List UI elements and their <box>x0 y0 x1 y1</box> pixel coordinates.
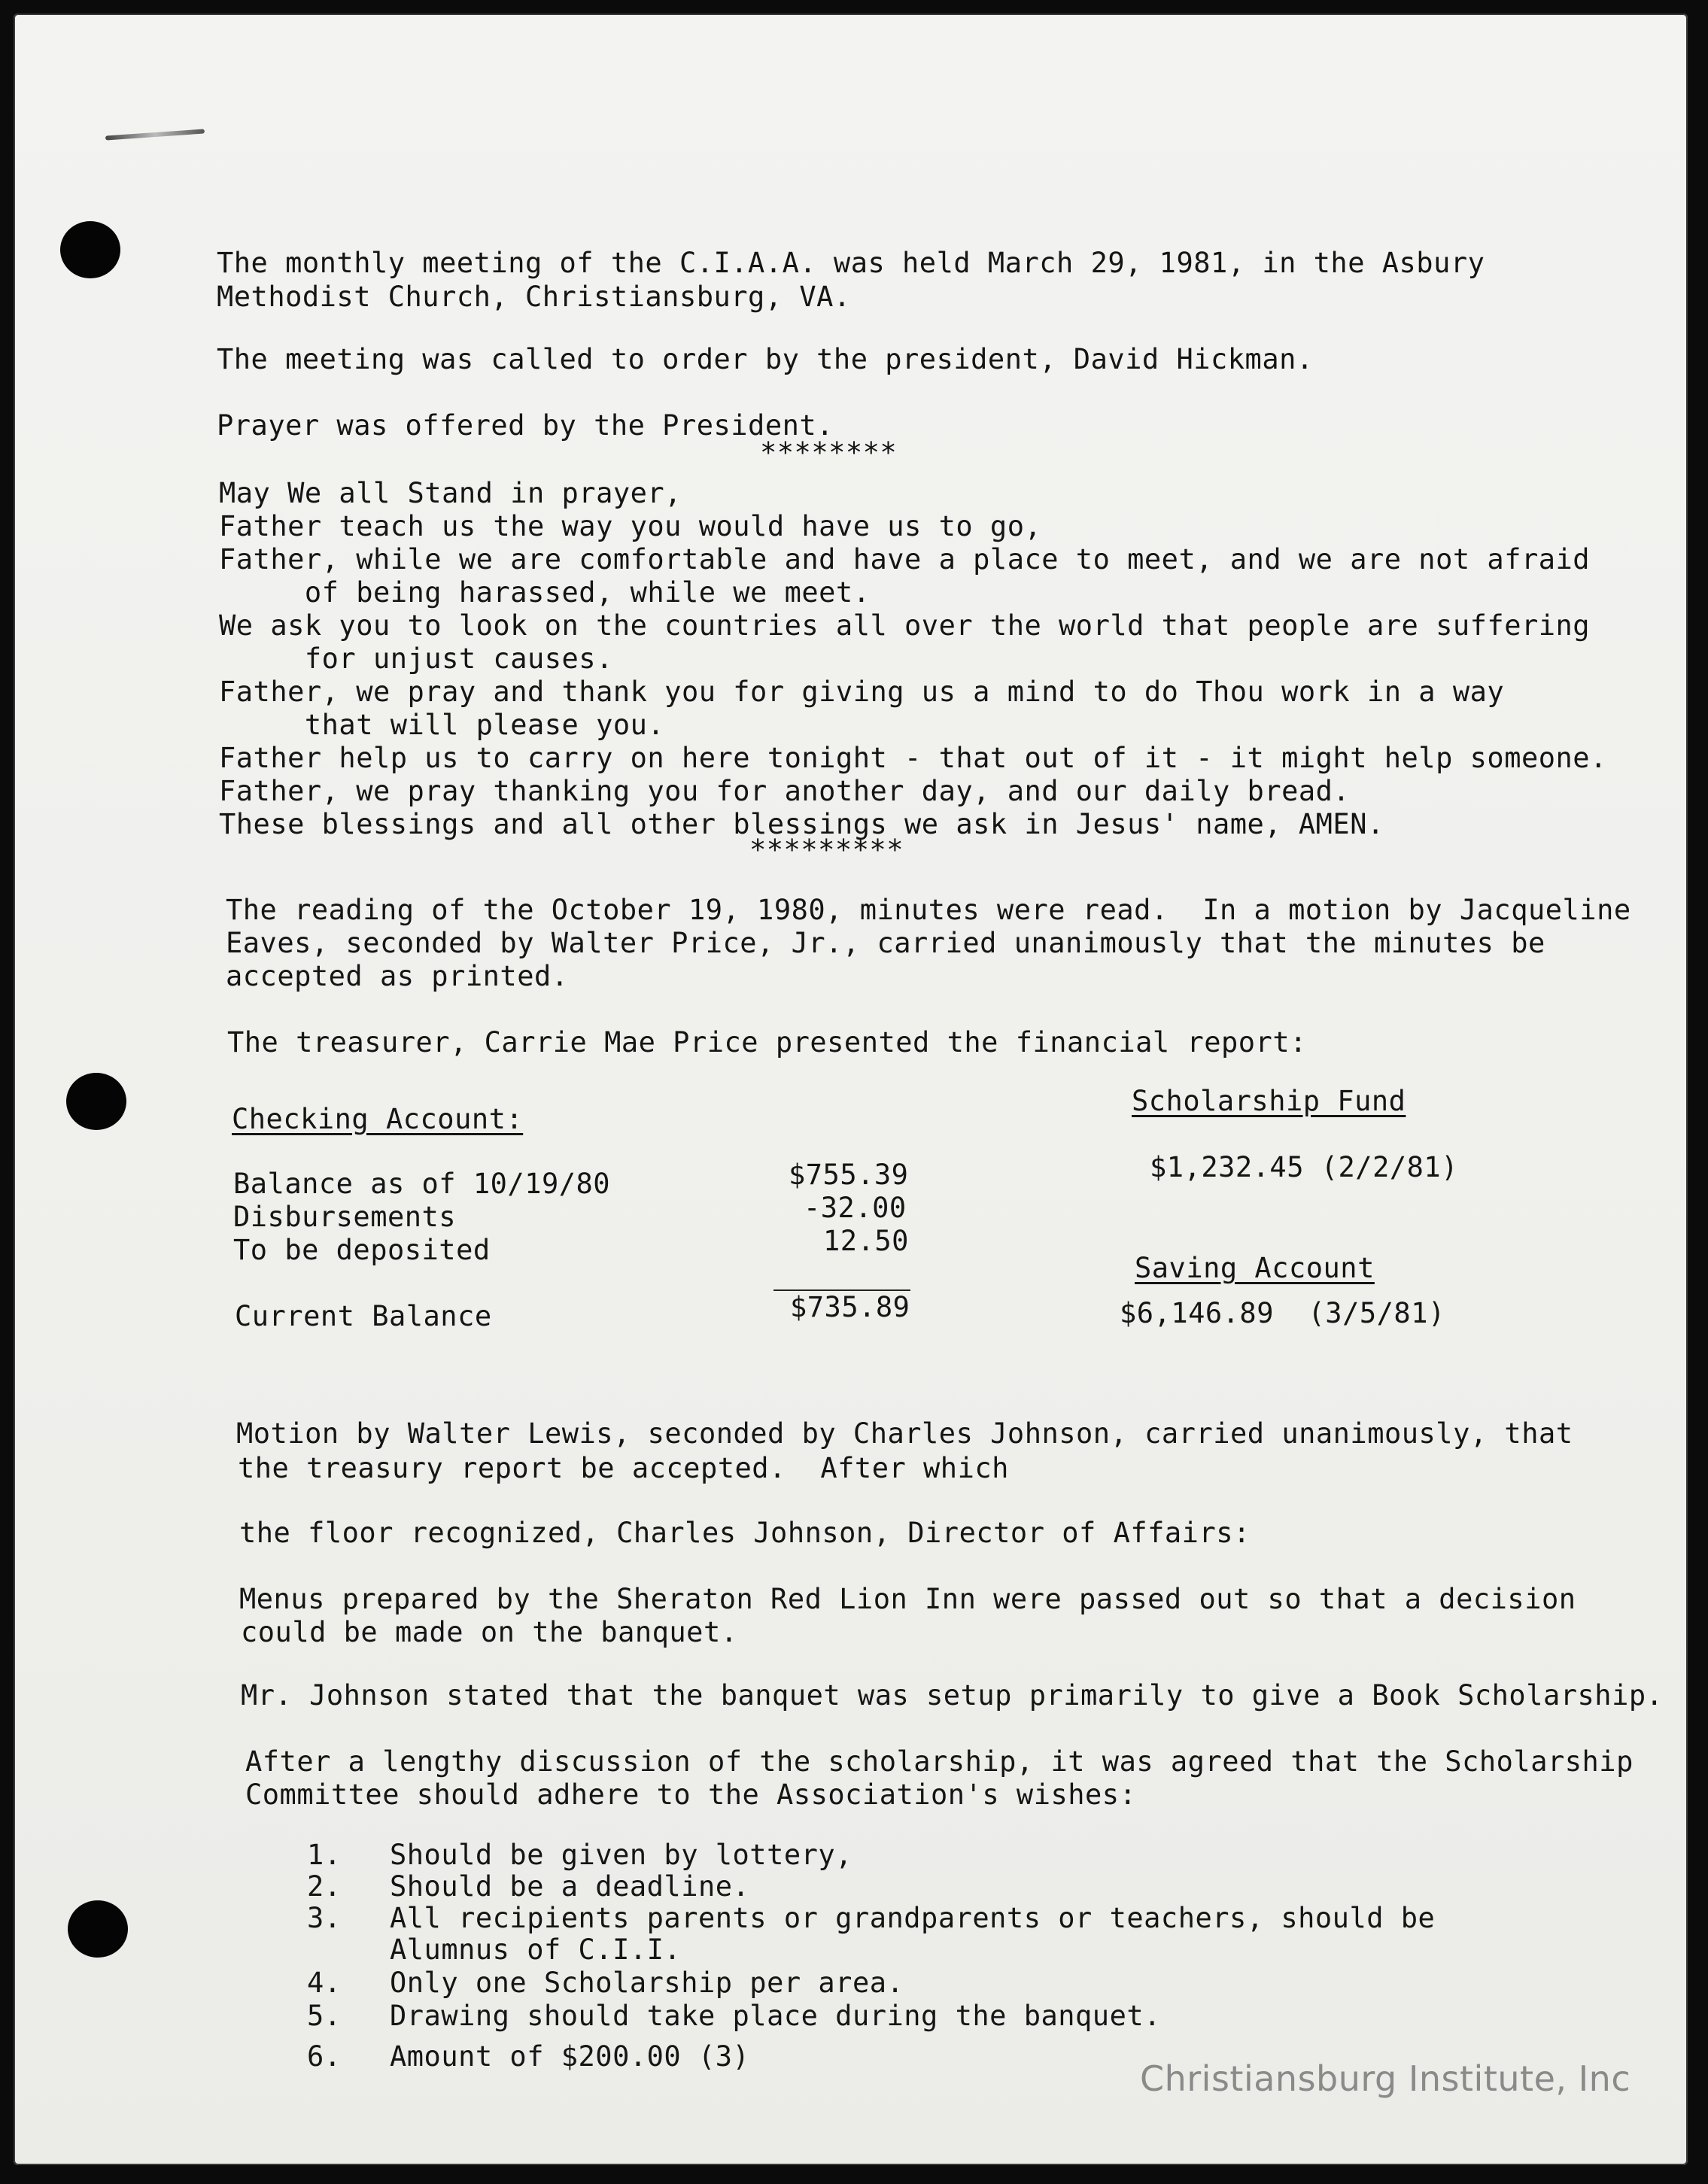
prayer-line: Father help us to carry on here tonight - that out of it - it might help someone. <box>219 742 1607 774</box>
wish-number: 3. <box>307 1902 342 1934</box>
prayer-line: that will please you. <box>219 709 665 741</box>
wish-text: Alumnus of C.I.I. <box>390 1933 682 1966</box>
prayer-line: Father teach us the way you would have us to go, <box>219 510 1042 542</box>
prayer-offered: Prayer was offered by the President. <box>217 409 834 442</box>
minutes-line: accepted as printed. <box>226 960 569 992</box>
prayer-line: These blessings and all other blessings we ask in Jesus' name, AMEN. <box>219 808 1384 840</box>
prayer-line: Father, while we are comfortable and have a place to meet, and we are not afraid <box>219 543 1591 576</box>
prayer-line: Father, we pray thanking you for another day, and our daily bread. <box>219 775 1351 807</box>
motion-line: Motion by Walter Lewis, seconded by Charles Johnson, carried unanimously, that <box>236 1417 1573 1450</box>
called-to-order: The meeting was called to order by the president, David Hickman. <box>217 343 1314 375</box>
current-balance-label: Current Balance <box>235 1300 492 1332</box>
saving-account-heading: Saving Account <box>1135 1252 1375 1284</box>
punch-hole-top <box>60 221 120 278</box>
treasurer-line: The treasurer, Carrie Mae Price presented the financial report: <box>227 1026 1307 1059</box>
wish-text: Only one Scholarship per area. <box>390 1967 904 1999</box>
wish-number: 4. <box>307 1967 342 1999</box>
prayer-line: We ask you to look on the countries all over the world that people are suffering <box>219 609 1591 642</box>
prayer-line: for unjust causes. <box>219 642 613 675</box>
lengthy-line: Committee should adhere to the Association's wishes: <box>245 1778 1137 1811</box>
minutes-line: The reading of the October 19, 1980, minutes were read. In a motion by Jacqueline <box>226 894 1631 926</box>
scholarship-fund-value: $1,232.45 (2/2/81) <box>1150 1151 1458 1183</box>
deposit-value: 12.50 <box>823 1225 909 1257</box>
johnson-line: Mr. Johnson stated that the banquet was setup primarily to give a Book Scholarship. <box>241 1679 1664 1712</box>
intro-line-1: The monthly meeting of the C.I.A.A. was held March 29, 1981, in the Asbury <box>217 247 1485 279</box>
wish-text: Should be a deadline. <box>390 1870 750 1903</box>
current-balance-value: $735.89 <box>790 1291 910 1323</box>
stars-top: ******** <box>760 436 898 469</box>
wish-text: Should be given by lottery, <box>390 1839 852 1871</box>
intro-line-2: Methodist Church, Christiansburg, VA. <box>217 281 851 313</box>
balance-value: $755.39 <box>789 1159 909 1191</box>
disbursements-label: Disbursements <box>233 1201 457 1233</box>
prayer-line: May We all Stand in prayer, <box>219 477 682 509</box>
watermark: Christiansburg Institute, Inc <box>1140 2058 1631 2099</box>
checking-heading: Checking Account: <box>232 1103 524 1135</box>
punch-hole-middle <box>66 1073 126 1130</box>
saving-account-value: $6,146.89 (3/5/81) <box>1120 1297 1445 1329</box>
scholarship-fund-heading: Scholarship Fund <box>1132 1085 1406 1117</box>
stars-bottom: ********* <box>749 834 904 866</box>
deposit-label: To be deposited <box>233 1234 491 1266</box>
punch-hole-bottom <box>68 1900 128 1958</box>
wish-text: Amount of $200.00 (3) <box>390 2040 750 2073</box>
wish-text: Drawing should take place during the banquet. <box>390 2000 1161 2032</box>
menus-line: could be made on the banquet. <box>241 1616 738 1648</box>
wish-number: 2. <box>307 1870 342 1903</box>
disbursements-value: -32.00 <box>804 1192 907 1224</box>
wish-number: 5. <box>307 2000 342 2032</box>
minutes-line: Eaves, seconded by Walter Price, Jr., carried unanimously that the minutes be <box>226 927 1545 959</box>
balance-label: Balance as of 10/19/80 <box>233 1168 611 1200</box>
wish-number: 6. <box>307 2040 342 2073</box>
menus-line: Menus prepared by the Sheraton Red Lion Inn were passed out so that a decision <box>239 1583 1576 1615</box>
wish-text: All recipients parents or grandparents or teachers, should be <box>390 1902 1436 1934</box>
motion-line: the treasury report be accepted. After which <box>238 1452 1009 1484</box>
prayer-line: of being harassed, while we meet. <box>219 576 871 609</box>
lengthy-line: After a lengthy discussion of the scholarship, it was agreed that the Scholarship <box>245 1745 1634 1778</box>
staple-mark <box>105 129 205 140</box>
prayer-line: Father, we pray and thank you for giving us a mind to do Thou work in a way <box>219 676 1505 708</box>
wish-number: 1. <box>307 1839 342 1871</box>
floor-line: the floor recognized, Charles Johnson, Director of Affairs: <box>239 1517 1251 1549</box>
